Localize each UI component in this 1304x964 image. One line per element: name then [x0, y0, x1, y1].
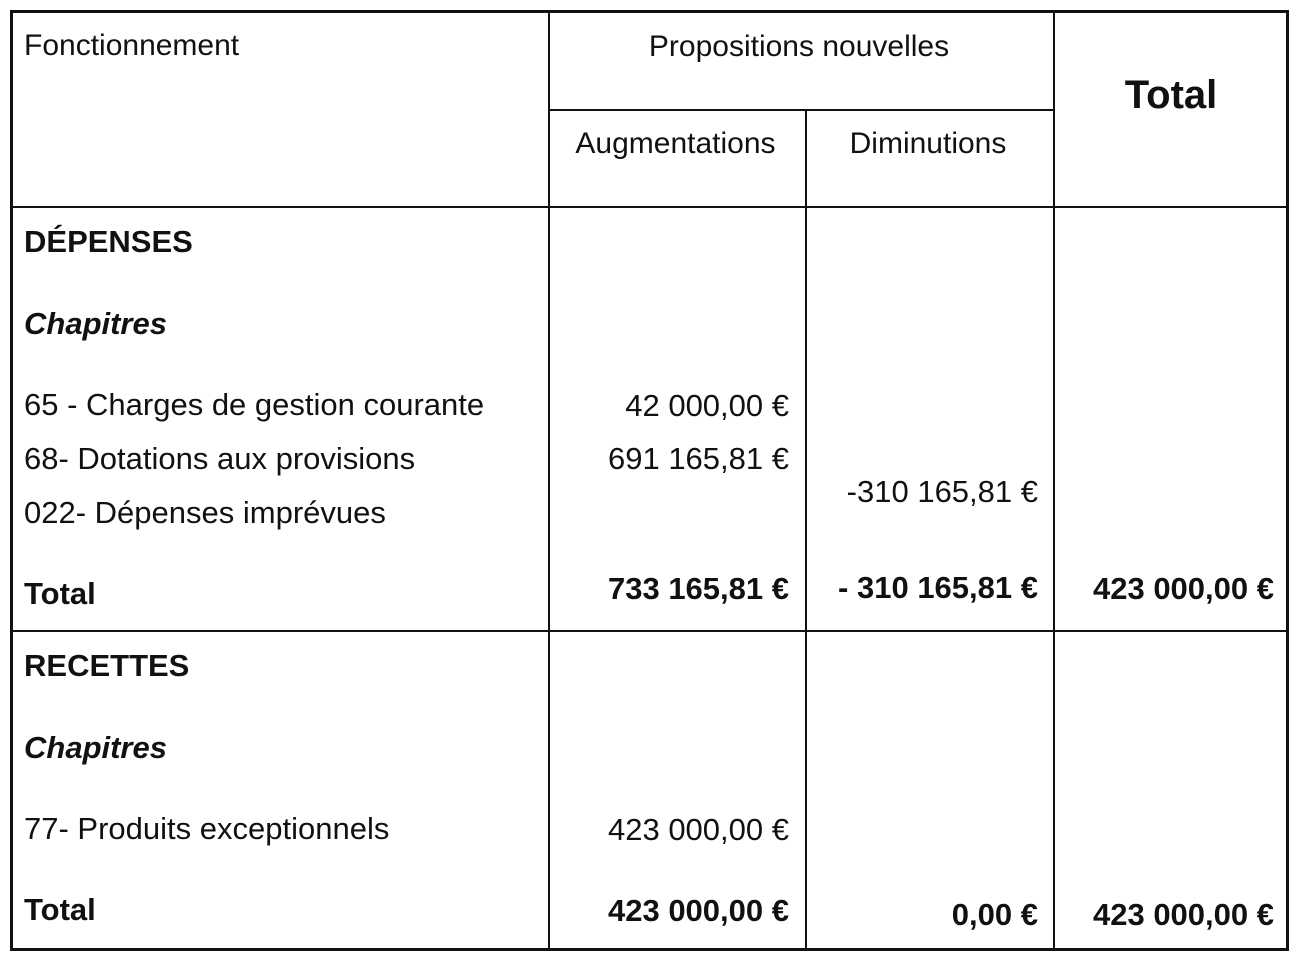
header-total: Total	[1124, 73, 1218, 117]
header-fonctionnement: Fonctionnement	[24, 29, 240, 62]
depenses-total-total: 423 000,00 €	[1092, 571, 1274, 606]
header-augmentations: Augmentations	[575, 127, 776, 160]
depenses-total-augmentations: 733 165,81 €	[607, 571, 789, 606]
recettes-row-label: 77- Produits exceptionnels	[24, 811, 390, 846]
depenses-row-diminution: -310 165,81 €	[846, 474, 1038, 509]
depenses-row-label: 022- Dépenses imprévues	[24, 495, 386, 530]
column-divider	[805, 109, 807, 948]
recettes-total-diminutions: 0,00 €	[951, 897, 1038, 932]
recettes-total-total: 423 000,00 €	[1092, 897, 1274, 932]
recettes-total-label: Total	[24, 892, 96, 927]
depenses-chapitres-label: Chapitres	[24, 306, 167, 341]
depenses-row-augmentation: 691 165,81 €	[607, 441, 789, 476]
header-diminutions: Diminutions	[849, 127, 1007, 160]
row-divider	[548, 109, 1055, 111]
recettes-total-augmentations: 423 000,00 €	[607, 893, 789, 928]
recettes-chapitres-label: Chapitres	[24, 730, 167, 765]
row-divider	[13, 206, 1286, 208]
depenses-row-label: 68- Dotations aux provisions	[24, 441, 416, 476]
row-divider	[13, 630, 1286, 632]
header-propositions-nouvelles: Propositions nouvelles	[648, 30, 950, 63]
depenses-row-augmentation: 42 000,00 €	[625, 388, 789, 423]
recettes-row-augmentation: 423 000,00 €	[607, 812, 789, 847]
section-title-recettes: RECETTES	[24, 648, 190, 683]
depenses-total-diminutions: - 310 165,81 €	[838, 570, 1038, 605]
column-divider	[1053, 13, 1055, 948]
section-title-depenses: DÉPENSES	[24, 224, 193, 259]
depenses-row-label: 65 - Charges de gestion courante	[24, 387, 485, 422]
depenses-total-label: Total	[24, 576, 96, 611]
